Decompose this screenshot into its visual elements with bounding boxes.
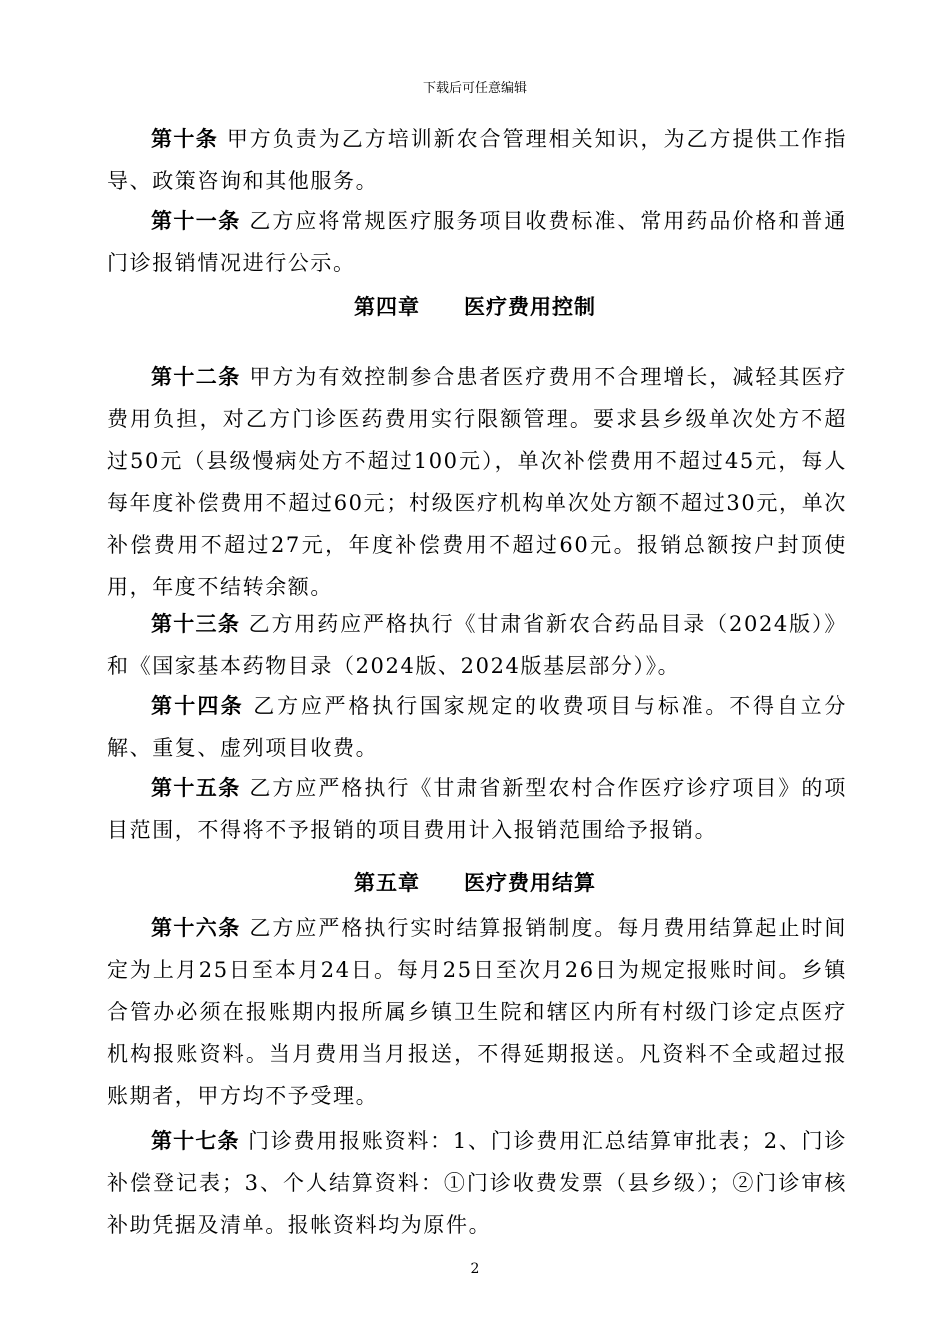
chapter-heading: 第四章 医疗费用控制 [354, 294, 596, 319]
article-text: 乙方应将常规医疗服务项目收费标准、常用药品价格和普通门诊报销情况进行公示。 [107, 209, 848, 275]
article-text: 乙方应严格执行《甘肃省新型农村合作医疗诊疗项目》的项目范围，不得将不予报销的项目费用计入报销范围给予报销。 [107, 776, 848, 842]
article-label: 第十条 [151, 126, 219, 151]
article-12 [107, 356, 847, 608]
article-label: 第十七条 [151, 1128, 240, 1153]
article-text: 甲方为有效控制参合患者医疗费用不合理增长，减轻其医疗费用负担，对乙方门诊医药费用实行限额管理。要求县乡级单次处方不超过50元（县级慢病处方不超过100元），单次补偿费用不超过45元，每人每年度补偿费用不超过60元；村级医疗机构单次处方额不超过30元，单次补偿费用不超过27元，年度补偿费用不超过60元。报销总额按户封顶使用，年度不结转余额。 [107, 365, 848, 599]
article-text: 乙方应严格执行实时结算报销制度。每月费用结算起止时间定为上月25日至本月24日。每月25日至次月26日为规定报账时间。乡镇合管办必须在报账期内报所属乡镇卫生院和辖区内所有村级门诊定点医疗机构报账资料。当月费用当月报送，不得延期报送。凡资料不全或超过报账期者，甲方均不予受理。 [107, 916, 848, 1108]
article-label: 第十二条 [151, 364, 241, 389]
article-17 [107, 1120, 847, 1246]
article-label: 第十五条 [151, 775, 241, 800]
article-15 [107, 767, 847, 851]
page-header: 下载后可任意编辑 [422, 81, 527, 96]
page-number: 2 [470, 1261, 480, 1277]
article-16 [107, 907, 847, 1117]
article-label: 第十三条 [151, 611, 241, 636]
article-11 [107, 200, 847, 284]
article-text: 门诊费用报账资料：1、门诊费用汇总结算审批表；2、门诊补偿登记表；3、个人结算资料：①门诊收费发票（县乡级）；②门诊审核补助凭据及清单。报帐资料均为原件。 [107, 1129, 847, 1237]
article-text: 乙方用药应严格执行《甘肃省新农合药品目录（2024版）》和《国家基本药物目录（2024版、2024版基层部分）》。 [107, 612, 848, 678]
article-text: 甲方负责为乙方培训新农合管理相关知识，为乙方提供工作指导、政策咨询和其他服务。 [107, 127, 848, 193]
article-label: 第十一条 [151, 208, 241, 233]
chapter-heading: 第五章 医疗费用结算 [354, 870, 596, 895]
article-text: 乙方应严格执行国家规定的收费项目与标准。不得自立分解、重复、虚列项目收费。 [107, 694, 848, 760]
article-label: 第十四条 [151, 693, 244, 718]
article-14 [107, 685, 847, 769]
article-10 [107, 118, 847, 202]
article-label: 第十六条 [151, 915, 241, 940]
article-13 [107, 603, 847, 687]
